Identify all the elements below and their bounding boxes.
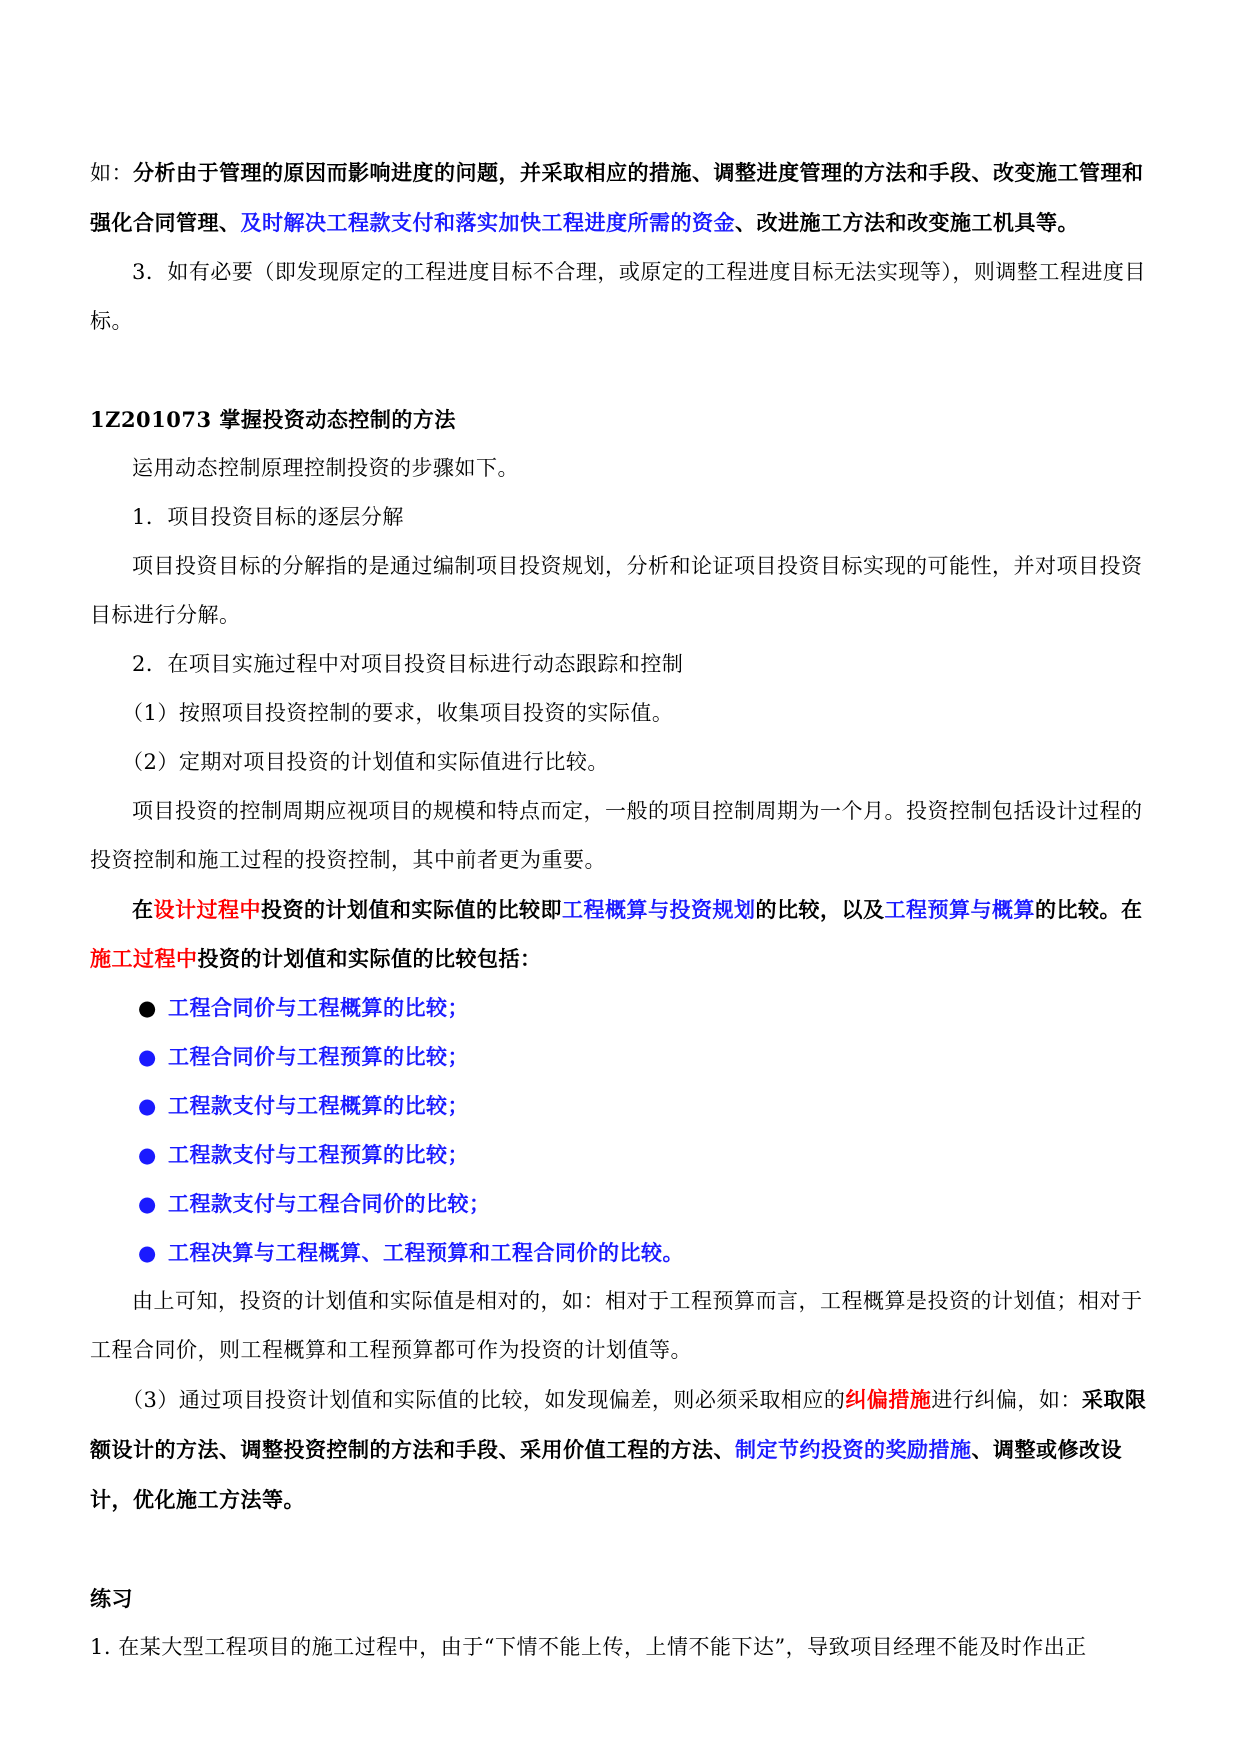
text: 在 xyxy=(132,897,154,922)
list-item xyxy=(90,1032,1150,1081)
bold-text: 采取限额设计的方法、调整投资控制的方法和手段、采用价值工程的方法、 xyxy=(90,1387,1147,1462)
list-item xyxy=(90,983,1150,1032)
list-item xyxy=(90,1228,1150,1277)
bullet-dot-icon: ● xyxy=(138,1044,157,1069)
highlight-red-text: 施工过程中 xyxy=(90,946,198,971)
highlight-blue-text: 工程预算与概算 xyxy=(884,897,1035,922)
relative-text: 由上可知，投资的计划值和实际值是相对的，如：相对于工程预算而言，工程概算是投资的计划值；相对于工程合同价，则工程概算和工程预算都可作为投资的计划值等。 xyxy=(90,1289,1143,1362)
document-page xyxy=(90,148,1150,1672)
list-item xyxy=(90,1130,1150,1179)
step1-body: 项目投资目标的分解指的是通过编制项目投资规划，分析和论证项目投资目标实现的可能性，并对项目投资目标进行分解。 xyxy=(90,554,1143,627)
substep-2: （2）定期对项目投资的计划值和实际值进行比较。 xyxy=(122,750,609,774)
highlight-blue-text: 工程概算与投资规划 xyxy=(562,897,756,922)
list-item-text: 工程合同价与工程预算的比较； xyxy=(168,1044,469,1069)
step2-title: 2．在项目实施过程中对项目投资目标进行动态跟踪和控制 xyxy=(132,652,684,676)
period-text: 项目投资的控制周期应视项目的规模和特点而定，一般的项目控制周期为一个月。投资控制包括设计过程的投资控制和施工过程的投资控制，其中前者更为重要。 xyxy=(90,799,1143,872)
step1-title: 1．项目投资目标的逐层分解 xyxy=(132,505,404,529)
bullet-dot-icon: ● xyxy=(138,1191,157,1216)
bold-text: 、改进施工方法和改变施工机具等。 xyxy=(735,210,1079,235)
bullet-dot-icon: ● xyxy=(138,1240,157,1265)
highlight-blue-text: 制定节约投资的奖励措施 xyxy=(735,1437,972,1462)
list-item-text: 工程款支付与工程合同价的比较； xyxy=(168,1191,491,1216)
text: 的比较，以及 xyxy=(755,897,885,922)
text: 进行纠偏，如： xyxy=(931,1388,1082,1412)
text: 投资的计划值和实际值的比较包括： xyxy=(197,946,542,971)
bullet-dot-icon: ● xyxy=(138,1142,157,1167)
list-item xyxy=(90,1179,1150,1228)
bullet-dot-icon: ● xyxy=(138,1093,157,1118)
exercise-question: 1. 在某大型工程项目的施工过程中，由于“下情不能上传，上情不能下达”，导致项目经理不能及时作出正 xyxy=(90,1635,1087,1659)
highlight-red-text: 纠偏措施 xyxy=(845,1387,932,1412)
text: 投资的计划值和实际值的比较即 xyxy=(261,897,562,922)
list-item-text: 工程决算与工程概算、工程预算和工程合同价的比较。 xyxy=(168,1240,684,1265)
substep-3 xyxy=(90,1375,1150,1525)
highlight-red-text: 设计过程中 xyxy=(153,897,261,922)
section-heading: 1Z201073 掌握投资动态控制的方法 xyxy=(90,407,456,432)
text: 的比较。在 xyxy=(1035,897,1143,922)
prefix-text: 如： xyxy=(90,161,133,185)
bullet-dot-icon: ● xyxy=(138,995,157,1020)
substep-1: （1）按照项目投资控制的要求，收集项目投资的实际值。 xyxy=(122,701,674,725)
compare-paragraph xyxy=(90,885,1150,983)
highlight-blue-text: 及时解决工程款支付和落实加快工程进度所需的资金 xyxy=(240,210,735,235)
list-item-text: 工程款支付与工程概算的比较； xyxy=(168,1093,469,1118)
bullet-list xyxy=(90,983,1150,1277)
paragraph-measures xyxy=(90,148,1150,248)
list-item-text: 工程合同价与工程概算的比较； xyxy=(168,995,469,1020)
paragraph-adjust-target: 3．如有必要（即发现原定的工程进度目标不合理，或原定的工程进度目标无法实现等），则调整工程进度目标。 xyxy=(90,260,1146,333)
list-item xyxy=(90,1081,1150,1130)
intro-text: 运用动态控制原理控制投资的步骤如下。 xyxy=(132,456,519,480)
bold-text: 、调整或修改设计，优化施工方法等。 xyxy=(90,1437,1122,1512)
list-item-text: 工程款支付与工程预算的比较； xyxy=(168,1142,469,1167)
bold-text: 分析由于管理的原因而影响进度的问题，并采取相应的措施、调整进度管理的方法和手段、改变施工管理和强化合同管理、 xyxy=(90,160,1144,235)
text: （3）通过项目投资计划值和实际值的比较，如发现偏差，则必须采取相应的 xyxy=(122,1388,846,1412)
exercise-title: 练习 xyxy=(90,1586,133,1611)
